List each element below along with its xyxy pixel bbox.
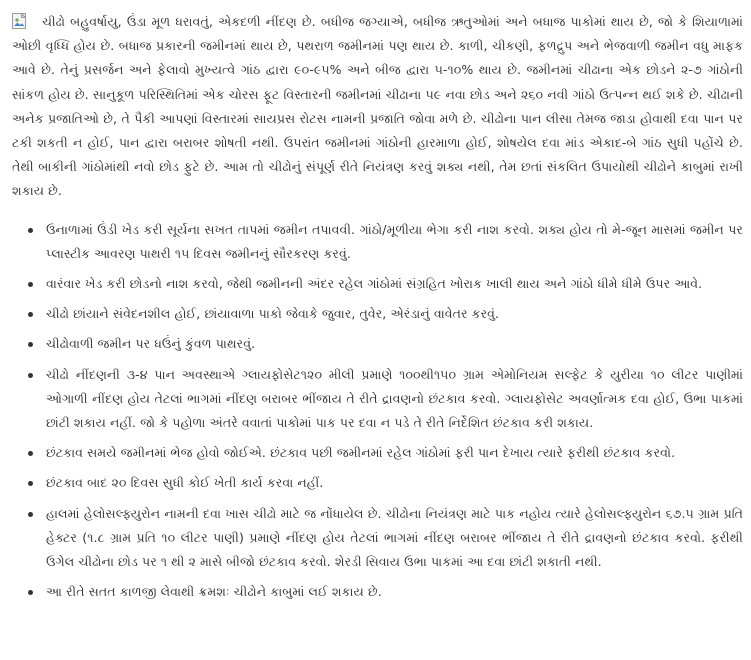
bullet-dot bbox=[28, 451, 33, 456]
list-item: ચીઢો છાંયાને સંવેદનશીલ હોઈ, છાંયાવાળા પાકો જેવાકે જુવાર, તુવેર, એરંડાનું વાવેતર કરવું. bbox=[46, 302, 743, 326]
list-item: ચીઢો નીંદણની ૩-૪ પાન અવસ્થાએ ગ્લાયફોસેટ૧૨૦ મીલી પ્રમાણે ૧૦૦થી૧૫૦ ગ્રામ એમોનિયમ સલ્ફેટ કે યુરીયા ૧૦ લીટર પાણીમાં ઓગાળી નીંદણ હોય તેટલાં ભાગમાં નીંદણ બરાબર ભીંજાય તે રીતે દ્રાવણનો છંટકાવ કરવો. ગ્લાયફોસેટ અવર્ણાત્મક દવા હોઈ, ઉભા પાકમાં છાંટી શકાય નહીં. જો કે પહોળા અંતરે વવાતાં પાકોમાં પાક પર દવા ન પડે તે રીતે નિર્દેશિત છંટકાવ કરી શકાય. bbox=[46, 363, 743, 436]
bullet-dot bbox=[28, 312, 33, 317]
intro-paragraph bbox=[12, 10, 743, 204]
intro-text: ચીઢો બહુવર્ષાયુ, ઉંડા મૂળ ધરાવતું, એકદળી નીંદણ છે. બધીજ જગ્યાએ, બધીજ ઋતુઓમાં અને બધાજ પાકોમાં થાય છે, જો કે શિયાળામાં ઓછી વૃધ્ધિ હોય છે. બધાજ પ્રકારની જમીનમાં થાય છે, પથરાળ જમીનમાં પણ થાય છે. કાળી, ચીકણી, ફળદ્રુપ અને ભેજવાળી જમીન વધુ માફક આવે છે. તેનું પ્રસર્જન અને ફેલાવો મુખ્યત્વે ગાંઠ દ્વારા ૯૦-૯૫% અને બીજ દ્વારા ૫-૧૦% થાય છે. જમીનમાં ચીઢાના એક છોડને ૨-૭ ગાંઠોની સાંકળ હોય છે. સાનુકૂળ પરિસ્થિતિમાં એક ચોરસ ફૂટ વિસ્તારની જમીનમાં ચીઢાના ૫૯ નવા છોડ અને ૨૬૦ નવી ગાંઠો ઉત્પન્ન થઈ શકે છે. ચીઢાની અનેક પ્રજાતિઓ છે, તે પૈકી આપણાં વિસ્તારમાં સાયપ્રસ રોટસ નામની પ્રજાતિ જોવા મળે છે. ચીઢોના પાન લીસા તેમજ જાડા હોવાથી દવા પાન પર ટકી શકતી ન હોઈ, પાન દ્વારા બરાબર શોષતી નથી. ઉપરાંત જમીનમાં ગાંઠોની હારમાળા હોઈ, શોષયેલ દવા માંડ એકાદ-બે ગાંઠ સુધી પહોંચે છે. તેથી બાકીની ગાંઠોમાંથી નવો છોડ ફુટે છે. આમ તો ચીઢોનું સંપૂર્ણ રીતે નિયંત્રણ કરવું શક્ય નથી, તેમ છતાં સંકલિત ઉપાયોથી ચીઢોને કાબુમાં રાખી શકાય છે. bbox=[12, 14, 743, 199]
list-item: ચીઢોવાળી જમીન પર ધઉંનું કુંવળ પાથરવું. bbox=[46, 332, 743, 356]
list-item: વારંવાર ખેડ કરી છોડનો નાશ કરવો, જેથી જમીનની અંદર રહેલ ગાંઠોમાં સંગ્રહિત ખોરાક ખાલી થાય અને ગાંઠો ધીમે ધીમે ઉપર આવે. bbox=[46, 272, 743, 296]
list-item: ઉનાળામાં ઉંડી ખેડ કરી સૂર્યના સખત તાપમાં જમીન તપાવવી. ગાંઠો/મૂળીયા ભેગા કરી નાશ કરવો. શક્ય હોય તો મે-જૂન માસમાં જમીન પર પ્લાસ્ટીક આવરણ પાથરી ૧૫ દિવસ જમીનનું સૌરકરણ કરવું. bbox=[46, 218, 743, 266]
control-measures-list bbox=[12, 218, 743, 605]
list-item: છંટકાવ બાદ ૨૦ દિવસ સુધી કોઈ ખેતી કાર્ય કરવા નહીં. bbox=[46, 471, 743, 495]
bullet-dot bbox=[28, 481, 33, 486]
list-item: હાલમાં હેલોસલ્ફ્યુરોન નામની દવા ખાસ ચીઢો માટે જ નોંધાયેલ છે. ચીઢોના નિયંત્રણ માટે પાક નહોય ત્યારે હેલોસલ્ફ્યુરોન ૬૭.૫ ગ્રામ પ્રતિ હેક્ટર (૧.૮ ગ્રામ પ્રતિ ૧૦ લીટર પાણી) પ્રમાણે નીંદણ હોય તેટલાં ભાગમાં નીંદણ બરાબર ભીંજાય તે રીતે દ્રાવણનો છંટકાવ કરવો. ફરીથી ઉગેલ ચીઢોના છોડ પર ૧ થી ૨ માસે બીજો છંટકાવ કરવો. શેરડી સિવાય ઉભા પાકમાં આ દવા છાંટી શકાતી નથી. bbox=[46, 502, 743, 575]
bullet-dot bbox=[28, 512, 33, 517]
bullet-dot bbox=[28, 373, 33, 378]
broken-image-icon bbox=[12, 13, 28, 29]
list-item: આ રીતે સતત કાળજી લેવાથી ક્રમશઃ ચીઢોને કાબુમાં લઈ શકાય છે. bbox=[46, 580, 743, 604]
bullet-dot bbox=[28, 590, 33, 595]
list-item: છંટકાવ સમયે જમીનમાં ભેજ હોવો જોઈએ. છંટકાવ પછી જમીનમાં રહેલ ગાંઠોમાં ફરી પાન દેખાય ત્યારે ફરીથી છંટકાવ કરવો. bbox=[46, 441, 743, 465]
bullet-dot bbox=[28, 342, 33, 347]
bullet-dot bbox=[28, 228, 33, 233]
bullet-dot bbox=[28, 282, 33, 287]
